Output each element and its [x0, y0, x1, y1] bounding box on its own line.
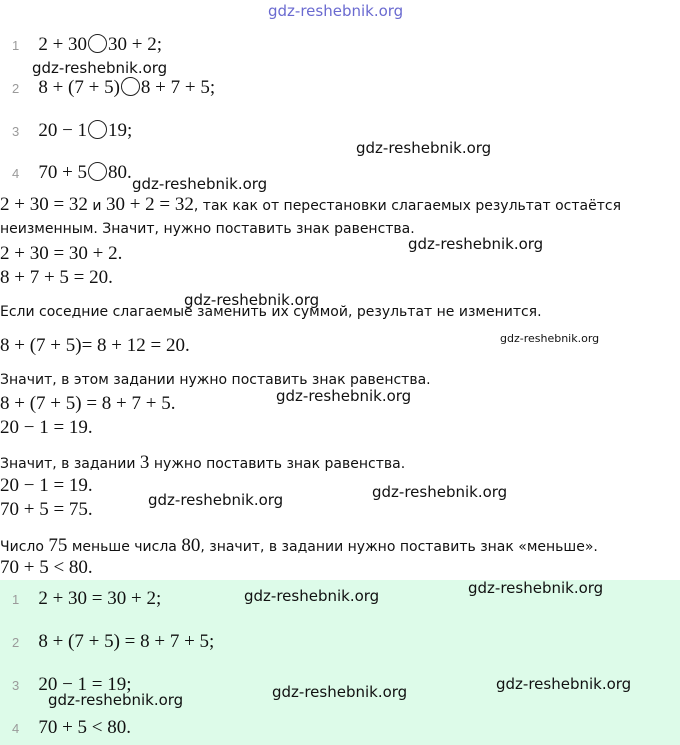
equation-4: 8 + (7 + 5) = 8 + 7 + 5.: [0, 393, 176, 414]
task-item-3: [12, 120, 132, 142]
task-item-1: [12, 34, 162, 56]
answer-expr: 2 + 30 = 30 + 2;: [38, 588, 162, 609]
equation-5: 20 − 1 = 19.: [0, 417, 93, 438]
comparison-circle[interactable]: [88, 162, 107, 181]
watermark: gdz-reshebnik.org: [148, 491, 284, 509]
text: , так как от перестановки слагаемых результат остаётся: [193, 198, 621, 214]
watermark: gdz-reshebnik.org: [408, 235, 544, 253]
task-number: 3: [12, 124, 20, 139]
comparison-circle[interactable]: [121, 77, 140, 96]
answer-item-1: [12, 588, 161, 610]
text: , значит, в задании нужно поставить знак «меньше».: [200, 539, 598, 555]
equation-3: 8 + (7 + 5)= 8 + 12 = 20.: [0, 335, 190, 356]
watermark: gdz-reshebnik.org: [500, 332, 600, 345]
watermark: gdz-reshebnik.org: [32, 59, 168, 77]
math-inline: 30 + 2 = 32: [105, 194, 194, 215]
answer-number: 1: [12, 592, 20, 607]
task-number: 4: [12, 166, 20, 181]
answer-number: 4: [12, 721, 20, 736]
task-left-expr: 2 + 30: [38, 34, 88, 55]
watermark: gdz-reshebnik.org: [276, 387, 412, 405]
answer-expr: 8 + (7 + 5) = 8 + 7 + 5;: [38, 631, 215, 652]
task-right-expr: 80.: [108, 162, 132, 183]
watermark: gdz-reshebnik.org: [468, 579, 604, 597]
task-right-expr: 30 + 2;: [108, 34, 163, 55]
solution-line-2: неизменным. Значит, нужно поставить знак равенства.: [0, 221, 415, 237]
math-inline: 2 + 30 = 32: [0, 194, 88, 215]
comparison-circle[interactable]: [88, 34, 107, 53]
answer-number: 2: [12, 635, 20, 650]
equation-2: 8 + 7 + 5 = 20.: [0, 267, 113, 288]
answer-item-2: [12, 631, 214, 653]
task-right-expr: 8 + 7 + 5;: [140, 77, 216, 98]
solution-line-3: Если соседние слагаемые заменить их суммой, результат не изменится.: [0, 304, 542, 320]
answer-expr: 20 − 1 = 19;: [38, 674, 132, 695]
task-number: 2: [12, 81, 20, 96]
watermark: gdz-reshebnik.org: [372, 483, 508, 501]
task-left-expr: 20 − 1: [38, 120, 88, 141]
math-inline: 75: [48, 535, 68, 556]
answer-expr: 70 + 5 < 80.: [38, 717, 132, 738]
solution-line-1: [0, 194, 621, 216]
equation-6: 20 − 1 = 19.: [0, 475, 93, 496]
math-inline: 3: [139, 452, 150, 473]
watermark: gdz-reshebnik.org: [356, 139, 492, 157]
solution-line-4: Значит, в этом задании нужно поставить знак равенства.: [0, 372, 431, 388]
task-item-2: [12, 77, 215, 99]
comparison-circle[interactable]: [88, 120, 107, 139]
task-left-expr: 8 + (7 + 5): [38, 77, 120, 98]
watermark: gdz-reshebnik.org: [272, 683, 408, 701]
watermark: gdz-reshebnik.org: [184, 291, 320, 309]
equation-1: 2 + 30 = 30 + 2.: [0, 243, 123, 264]
task-item-4: [12, 162, 132, 184]
text: Значит, в задании: [0, 456, 136, 472]
equation-8: 70 + 5 < 80.: [0, 557, 93, 578]
answer-item-4: [12, 717, 131, 739]
watermark-top: gdz-reshebnik.org: [268, 2, 404, 20]
solution-line-6: [0, 535, 598, 557]
task-left-expr: 70 + 5: [38, 162, 88, 183]
solution-line-5: [0, 452, 405, 474]
watermark: gdz-reshebnik.org: [48, 691, 184, 709]
watermark: gdz-reshebnik.org: [244, 587, 380, 605]
watermark: gdz-reshebnik.org: [496, 675, 632, 693]
answer-number: 3: [12, 678, 20, 693]
math-inline: 80: [181, 535, 201, 556]
text: нужно поставить знак равенства.: [153, 456, 406, 472]
text: и: [92, 198, 102, 214]
watermark: gdz-reshebnik.org: [132, 175, 268, 193]
text: меньше числа: [71, 539, 177, 555]
text: Число: [0, 539, 44, 555]
task-number: 1: [12, 38, 20, 53]
task-right-expr: 19;: [108, 120, 133, 141]
equation-7: 70 + 5 = 75.: [0, 499, 93, 520]
